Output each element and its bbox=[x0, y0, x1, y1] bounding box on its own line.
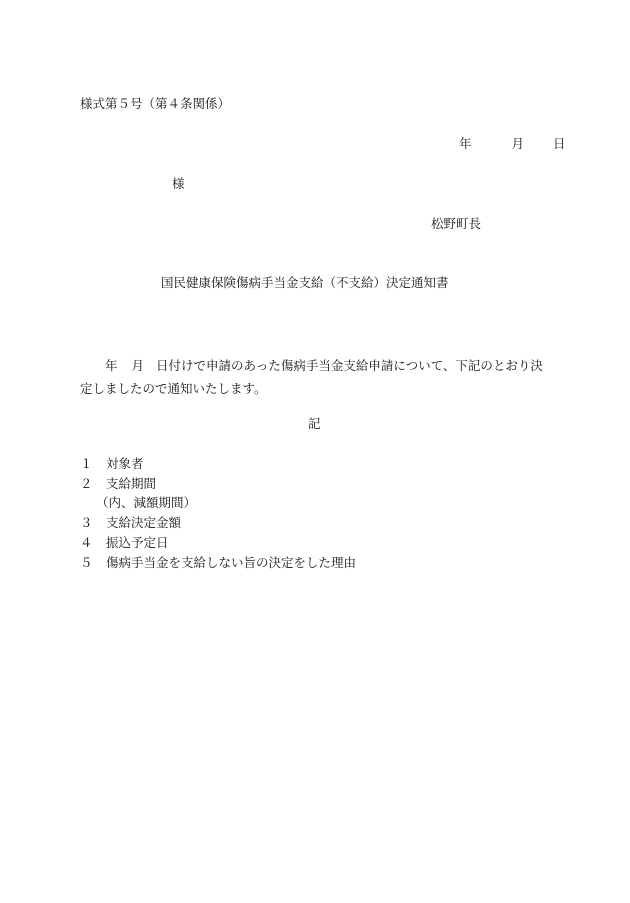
list-subitem bbox=[96, 497, 196, 510]
date-line bbox=[459, 138, 566, 151]
date-year-label: 年 bbox=[459, 136, 472, 151]
list-item bbox=[80, 458, 144, 471]
ki-heading: 記 bbox=[308, 416, 321, 431]
item-label: （内、減額期間） bbox=[96, 495, 197, 510]
item-number: ３ bbox=[80, 515, 93, 530]
item-label: 振込予定日 bbox=[106, 535, 169, 550]
form-number: 様式第５号（第４条関係） bbox=[80, 96, 231, 111]
item-number: １ bbox=[80, 456, 93, 471]
body-paragraph bbox=[80, 354, 550, 400]
list-item bbox=[80, 478, 156, 491]
addressee-suffix: 様 bbox=[172, 176, 185, 191]
item-label: 傷病手当金を支給しない旨の決定をした理由 bbox=[106, 555, 357, 570]
date-month-label: 月 bbox=[511, 136, 525, 151]
item-number: ５ bbox=[80, 555, 93, 570]
date-day-label: 日 bbox=[553, 136, 566, 151]
item-label: 対象者 bbox=[106, 456, 144, 471]
item-number: ２ bbox=[80, 476, 93, 491]
issuer-name: 松野町長 bbox=[431, 216, 482, 231]
body-text-rest: 日付けで申請のあった傷病手当金支給申請について、下記のとおり決定しましたので通知いたします。 bbox=[80, 358, 543, 396]
item-label: 支給決定金額 bbox=[106, 515, 182, 530]
body-year-label: 年 bbox=[105, 358, 118, 373]
item-label: 支給期間 bbox=[106, 476, 157, 491]
item-number: ４ bbox=[80, 535, 93, 550]
document-title: 国民健康保険傷病手当金支給（不支給）決定通知書 bbox=[161, 275, 449, 290]
list-item bbox=[80, 557, 356, 570]
list-item bbox=[80, 537, 169, 550]
body-month-label: 月 bbox=[131, 358, 145, 373]
list-item bbox=[80, 517, 181, 530]
